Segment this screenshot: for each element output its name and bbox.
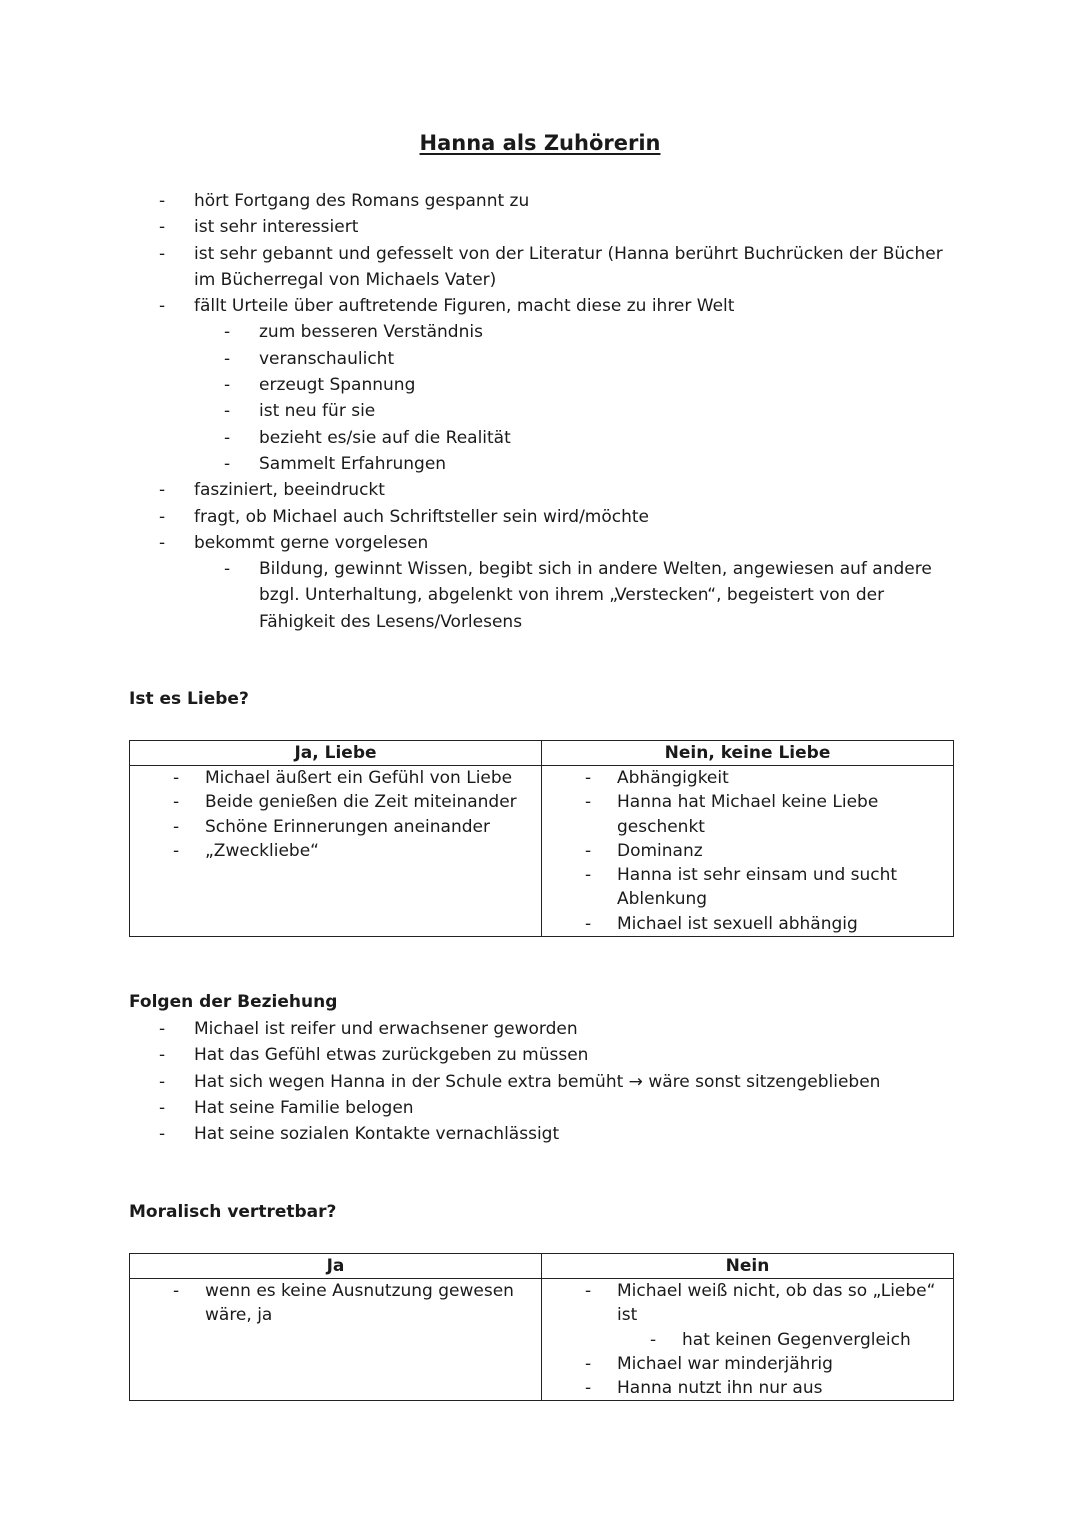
cell-item-text: Michael äußert ein Gefühl von Liebe	[205, 768, 513, 788]
liebe-col2-list	[542, 766, 953, 936]
bullet-dash: -	[159, 1045, 166, 1066]
cell-item-text: Hanna ist sehr einsam und sucht Ablenkung	[617, 865, 898, 910]
table-row	[130, 1279, 954, 1401]
moral-col2-list	[542, 1279, 953, 1400]
list-item-text: erzeugt Spannung	[259, 375, 416, 396]
list-item-text: Sammelt Erfahrungen	[259, 453, 447, 474]
folgen-heading: Folgen der Beziehung	[129, 992, 338, 1012]
cell-item-text: Beide genießen die Zeit miteinander	[205, 792, 517, 813]
list-item-text: Bildung, gewinnt Wissen, begibt sich in andere Welten, angewiesen auf andere bzgl. Unterhaltung, abgelenkt von ihrem „Verstecken“, begeistert von der Fähigkeit des Lesens/Vorlesens	[259, 559, 932, 632]
moral-col2-header: Nein	[542, 1254, 954, 1279]
list-item	[0, 556, 955, 635]
list-item	[0, 372, 955, 398]
bullet-dash: -	[159, 243, 166, 264]
cell-list-item	[542, 790, 953, 839]
bullet-dash: -	[173, 1281, 180, 1301]
cell-list-item	[542, 1352, 953, 1376]
bullet-dash: -	[585, 1353, 592, 1374]
liebe-col1-cell	[130, 766, 542, 937]
list-item	[0, 214, 955, 240]
list-item	[0, 319, 955, 345]
cell-item-text: Michael weiß nicht, ob das so „Liebe“ ist	[617, 1281, 936, 1326]
bullet-dash: -	[585, 840, 592, 861]
bullet-dash: -	[173, 792, 180, 813]
moral-heading: Moralisch vertretbar?	[129, 1202, 337, 1222]
bullet-dash: -	[159, 532, 166, 553]
moral-col2-cell	[542, 1279, 954, 1401]
bullet-dash: -	[159, 506, 166, 527]
bullet-dash: -	[159, 1124, 166, 1145]
zuhoererin-list	[0, 188, 1080, 635]
bullet-dash: -	[159, 1097, 166, 1118]
bullet-dash: -	[224, 348, 231, 369]
liebe-table	[129, 740, 954, 937]
cell-item-text: Michael ist sexuell abhängig	[617, 913, 858, 934]
list-item-text: fasziniert, beeindruckt	[194, 480, 385, 501]
list-item	[0, 188, 955, 214]
cell-item-text: „Zweckliebe“	[205, 840, 319, 861]
bullet-dash: -	[585, 865, 592, 886]
bullet-dash: -	[159, 296, 166, 317]
liebe-col1-list	[130, 766, 541, 863]
table-header-row	[130, 1254, 954, 1279]
list-item-text: zum besseren Verständnis	[259, 322, 483, 343]
cell-item-text: Hanna nutzt ihn nur aus	[617, 1378, 823, 1399]
bullet-dash: -	[224, 427, 231, 448]
list-item	[0, 425, 955, 451]
list-item	[0, 1121, 955, 1147]
cell-item-text: Hanna hat Michael keine Liebe geschenkt	[617, 792, 879, 837]
moral-col1-cell	[130, 1279, 542, 1401]
cell-list-item	[542, 1279, 953, 1328]
list-item	[0, 1095, 955, 1121]
bullet-dash: -	[173, 816, 180, 837]
list-item	[0, 1042, 955, 1068]
bullet-dash: -	[159, 191, 166, 211]
list-item	[0, 477, 955, 503]
cell-list-item	[542, 912, 953, 936]
bullet-dash: -	[173, 840, 180, 861]
bullet-dash: -	[224, 322, 231, 343]
list-item	[0, 504, 955, 530]
cell-list-item	[542, 1376, 953, 1400]
moral-col1-list	[130, 1279, 541, 1328]
cell-item-text: Dominanz	[617, 840, 703, 861]
liebe-col2-cell	[542, 766, 954, 937]
list-item-text: Michael ist reifer und erwachsener geworden	[194, 1019, 578, 1039]
list-item-text: Hat seine sozialen Kontakte vernachlässigt	[194, 1124, 560, 1145]
list-item-text: bezieht es/sie auf die Realität	[259, 427, 511, 448]
list-item	[0, 530, 955, 556]
liebe-col1-header: Ja, Liebe	[130, 741, 542, 766]
bullet-dash: -	[585, 1378, 592, 1399]
table-row	[130, 766, 954, 937]
bullet-dash: -	[159, 217, 166, 238]
list-item-text: ist sehr interessiert	[194, 217, 359, 238]
bullet-dash: -	[585, 768, 592, 788]
moral-col1-header: Ja	[130, 1254, 542, 1279]
bullet-dash: -	[224, 401, 231, 422]
bullet-dash: -	[585, 913, 592, 934]
list-item	[0, 346, 955, 372]
list-item	[0, 241, 955, 294]
list-item	[0, 1069, 955, 1095]
cell-list-item	[130, 790, 541, 814]
cell-list-item	[130, 839, 541, 863]
cell-list-item	[130, 1279, 541, 1328]
bullet-dash: -	[159, 480, 166, 501]
list-item	[0, 1016, 955, 1042]
list-item-text: bekommt gerne vorgelesen	[194, 532, 429, 553]
bullet-dash: -	[224, 375, 231, 396]
cell-list-item	[542, 766, 953, 790]
bullet-dash: -	[224, 559, 231, 580]
liebe-heading: Ist es Liebe?	[129, 689, 249, 709]
bullet-dash: -	[650, 1329, 657, 1350]
bullet-dash: -	[173, 768, 180, 788]
list-item	[0, 293, 955, 319]
list-item-text: Hat seine Familie belogen	[194, 1097, 414, 1118]
cell-list-item	[542, 863, 953, 912]
cell-item-text: Abhängigkeit	[617, 768, 729, 788]
bullet-dash: -	[159, 1071, 166, 1092]
page-title: Hanna als Zuhörerin	[419, 131, 661, 155]
list-item-text: ist neu für sie	[259, 401, 376, 422]
list-item-text: hört Fortgang des Romans gespannt zu	[194, 191, 530, 211]
cell-item-text: Michael war minderjährig	[617, 1353, 833, 1374]
cell-list-item	[542, 1328, 953, 1352]
bullet-dash: -	[585, 792, 592, 813]
cell-list-item	[542, 839, 953, 863]
bullet-dash: -	[585, 1281, 592, 1301]
list-item-text: ist sehr gebannt und gefesselt von der Literatur (Hanna berührt Buchrücken der Bücher im Bücherregal von Michaels Vater)	[194, 243, 943, 290]
list-item	[0, 451, 955, 477]
bullet-dash: -	[159, 1019, 166, 1039]
table-header-row	[130, 741, 954, 766]
list-item-text: fragt, ob Michael auch Schriftsteller sein wird/möchte	[194, 506, 649, 527]
folgen-list	[0, 1016, 1080, 1147]
cell-item-text: wenn es keine Ausnutzung gewesen wäre, ja	[205, 1281, 514, 1326]
liebe-col2-header: Nein, keine Liebe	[542, 741, 954, 766]
cell-item-text: hat keinen Gegenvergleich	[682, 1329, 911, 1350]
list-item	[0, 398, 955, 424]
list-item-text: fällt Urteile über auftretende Figuren, macht diese zu ihrer Welt	[194, 296, 735, 317]
list-item-text: veranschaulicht	[259, 348, 395, 369]
bullet-dash: -	[224, 453, 231, 474]
cell-list-item	[130, 766, 541, 790]
cell-item-text: Schöne Erinnerungen aneinander	[205, 816, 490, 837]
list-item-text: Hat das Gefühl etwas zurückgeben zu müssen	[194, 1045, 589, 1066]
cell-list-item	[130, 815, 541, 839]
moral-table	[129, 1253, 954, 1401]
list-item-text: Hat sich wegen Hanna in der Schule extra bemüht → wäre sonst sitzengeblieben	[194, 1071, 881, 1092]
